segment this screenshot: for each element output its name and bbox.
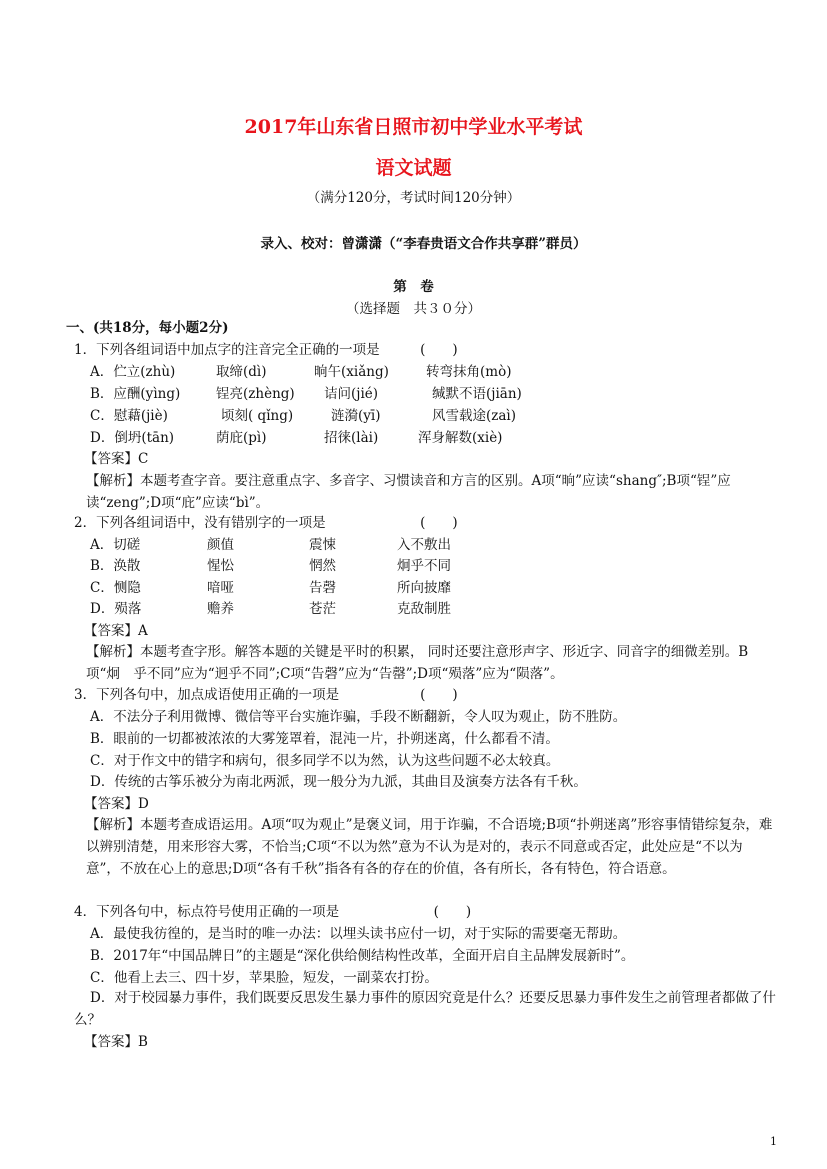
q2-analysis: 【解析】本题考查字形。解答本题的关键是平时的积累， 同时还要注意形声字、形近字、同音字的细微差别。B项“炯 乎不同”应为“迥乎不同”;C项“告磬”应为“告罄”;D项“殒落”应为“陨落”。 [86,644,749,682]
q3-option-a: A．不法分子利用微博、微信等平台实施诈骗，手段不断翻新，令人叹为观止，防不胜防。 [90,709,627,725]
q4-option-c: C．他看上去三、四十岁，苹果脸，短发，一副菜农打扮。 [90,970,438,986]
option-cell: A．切磋 [90,537,141,553]
q1-answer: 【答案】C [84,451,149,467]
option-cell: 晌午(xiǎng) [314,364,389,380]
q1-analysis: 【解析】本题考查字音。要注意重点字、多音字、习惯读音和方言的区别。A项“晌”应读“shang″;B项“锃”应读“zeng”;D项“庇”应读“bì”。 [86,473,731,511]
q4-stem: 4．下列各句中，标点符号使用正确的一项是 ( ) [74,904,472,920]
option-cell: D．倒坍(tān) [90,430,175,446]
q3-option-c: C．对于作文中的错字和病句，很多同学不以为然，认为这些问题不必太较真。 [90,753,560,769]
q4-answer: 【答案】B [84,1034,148,1050]
option-cell: C．慰藉(jiè) [90,408,168,424]
option-cell: 喑哑 [207,580,234,596]
q3-option-b: B．眼前的一切都被浓浓的大雾笼罩着，混沌一片，扑朔迷离，什么都看不清。 [90,731,559,747]
q2-stem: 2．下列各组词语中，没有错别字的一项是 ( ) [74,515,458,531]
option-cell: B．应酬(yìng) [90,386,181,402]
option-cell: B．涣散 [90,558,141,574]
q3-option-d: D．传统的古筝乐被分为南北两派，现一般分为九派，其曲目及演奏方法各有千秋。 [90,774,587,790]
section-heading: 一、(共18分，每小题2分) [66,320,229,336]
option-cell: 缄默不语(jiān) [432,386,522,402]
exam-subtitle: 语文试题 [375,157,452,179]
q4-option-b: B．2017年“中国品牌日”的主题是“深化供给侧结构性改革，全面开启自主品牌发展新时”。 [90,948,635,964]
q3-stem: 3．下列各句中，加点成语使用正确的一项是 ( ) [74,687,458,703]
q4-option-d: D．对于校园暴力事件，我们既要反思发生暴力事件的原因究竟是什么？还要反思暴力事件发生之前管理者都做了什么？ [74,990,776,1028]
option-cell: 转弯抹角(mò) [426,364,512,380]
option-cell: C．恻隐 [90,580,141,596]
option-cell: 所向披靡 [397,580,451,596]
option-cell: 告磬 [309,580,336,596]
exam-title: 2017年山东省日照市初中学业水平考试 [244,116,583,138]
option-cell: 浑身解数(xiè) [418,430,503,446]
option-cell: 锃亮(zhèng) [216,386,295,402]
option-cell: 颜值 [207,537,234,553]
option-cell: D．殒落 [90,601,142,617]
q4-option-a: A．最使我彷徨的，是当时的唯一办法：以埋头读书应付一切，对于实际的需要毫无帮助。 [90,926,627,942]
option-cell: 炯乎不同 [397,558,451,574]
option-cell: 顷刻( qǐng) [221,408,294,424]
volume-heading: 第 卷 [393,279,434,295]
option-cell: 取缔(dì) [216,364,267,380]
option-cell: 风雪载途(zaì) [432,408,517,424]
q3-answer: 【答案】D [84,796,149,812]
score-info: （满分120分，考试时间120分钟） [306,190,521,206]
q1-stem: 1．下列各组词语中加点字的注音完全正确的一项是 ( ) [74,342,458,358]
option-cell: 震悚 [309,537,336,553]
option-cell: 招徕(lài) [324,430,379,446]
option-cell: 惺忪 [207,558,234,574]
option-cell: 赡养 [207,601,234,617]
option-cell: 苍茫 [309,601,336,617]
option-cell: 荫庇(pì) [216,430,267,446]
volume-note: （选择题 共３０分） [346,301,481,317]
option-cell: 诘问(jié) [324,386,379,402]
q3-analysis: 【解析】本题考查成语运用。A项“叹为观止”是褒义词，用于诈骗，不合语境;B项“扑朔迷离”形容事情错综复杂，难以辨别清楚，用来形容大雾，不恰当;C项“不以为然”意为不认为是对的，表示不同意或否定，此处应是“不以为意”，不放在心上的意思;D项“各有千秋”指各有各的存在的价值，各有所长，各有特色，符合语意。 [86,817,773,877]
page-number: 1 [770,1135,777,1148]
option-cell: A．伫立(zhù) [90,364,176,380]
credits-line: 录入、校对：曾潇潇（“李春贵语文合作共享群”群员） [260,236,587,252]
option-cell: 涟漪(yī) [331,408,381,424]
option-cell: 惘然 [309,558,336,574]
option-cell: 入不敷出 [397,537,451,553]
option-cell: 克敌制胜 [397,601,451,617]
q2-answer: 【答案】A [84,623,148,639]
